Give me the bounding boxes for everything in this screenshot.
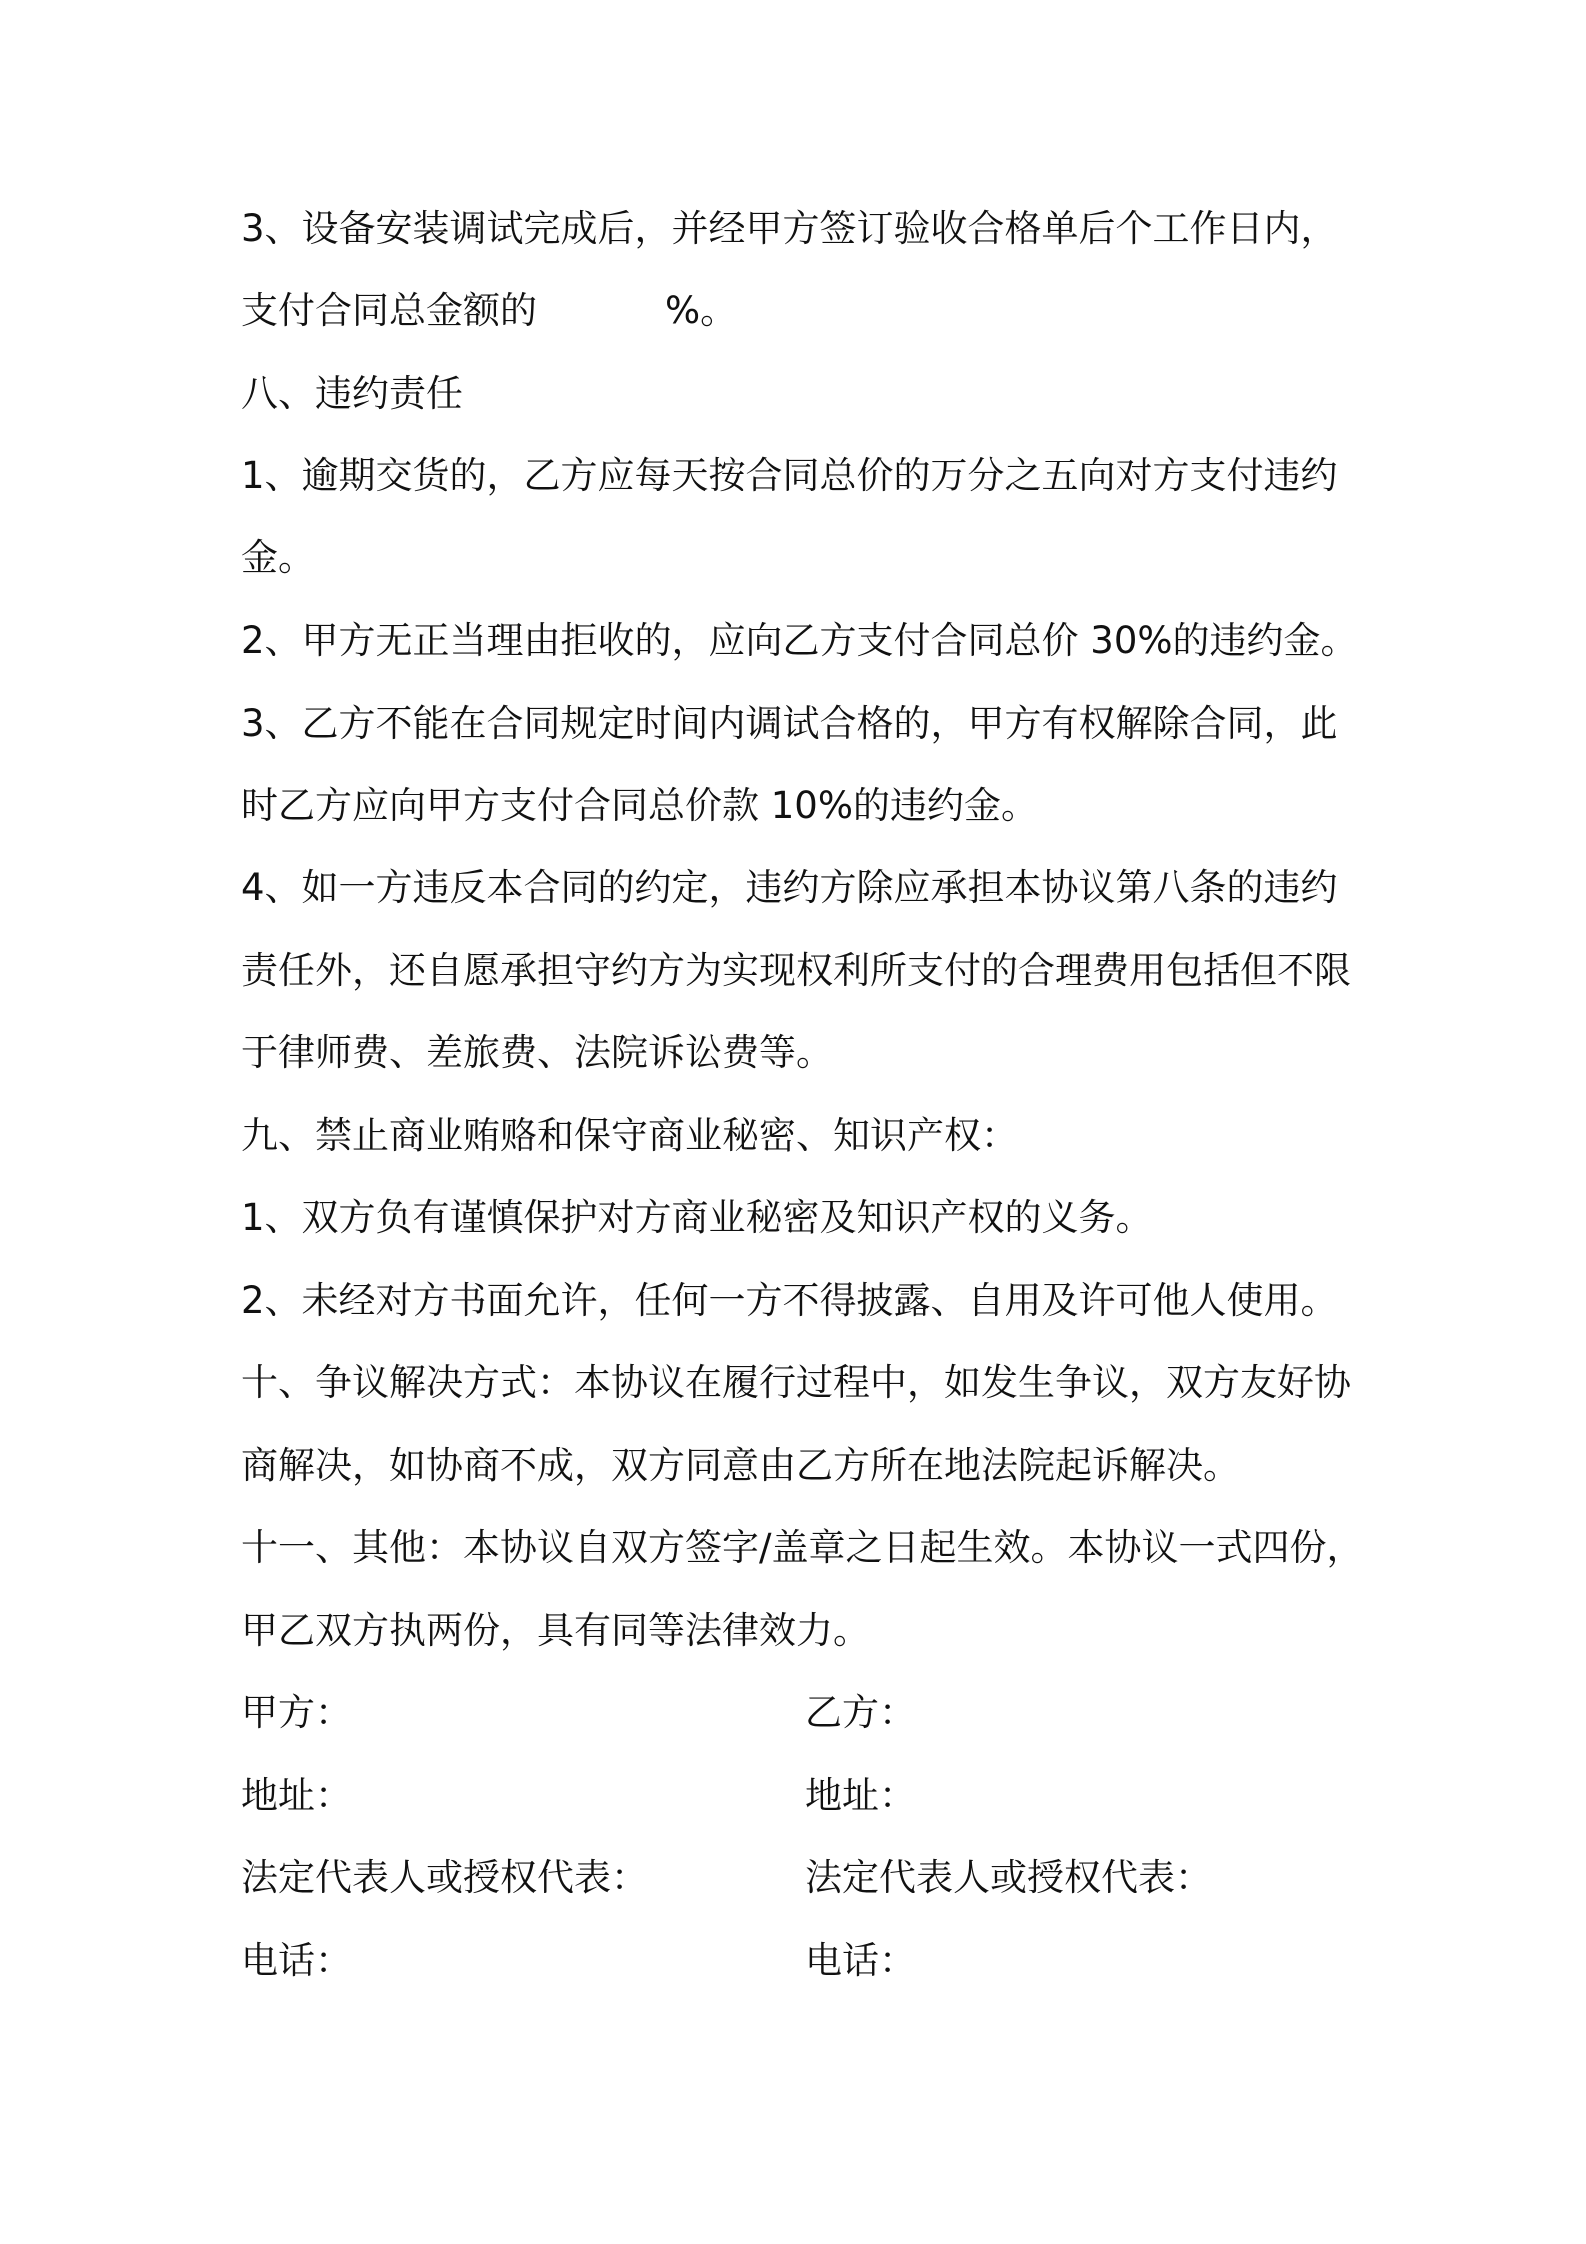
paragraph-line: 责任外，还自愿承担守约方为实现权利所支付的合理费用包括但不限 [241, 949, 1351, 992]
line-text: %。 [665, 289, 738, 332]
paragraph-line: 商解决，如协商不成，双方同意由乙方所在地法院起诉解决。 [241, 1444, 1240, 1487]
paragraph-line: 3、乙方不能在合同规定时间内调试合格的，甲方有权解除合同，此 [241, 702, 1338, 745]
paragraph-line: 1、双方负有谨慎保护对方商业秘密及知识产权的义务。 [241, 1196, 1153, 1239]
section-heading: 八、违约责任 [241, 372, 463, 415]
party-a-address-label: 地址： [241, 1774, 352, 1817]
paragraph-line [241, 287, 1381, 335]
section-heading: 九、禁止商业贿赂和保守商业秘密、知识产权： [241, 1114, 1018, 1157]
paragraph-line: 1、逾期交货的，乙方应每天按合同总价的万分之五向对方支付违约 [241, 454, 1338, 497]
section-heading: 十、争议解决方式：本协议在履行过程中，如发生争议，双方友好协 [241, 1361, 1351, 1404]
party-b-phone-label: 电话： [805, 1939, 916, 1982]
paragraph-line: 3、设备安装调试完成后，并经甲方签订验收合格单后个工作日内， [241, 207, 1338, 250]
paragraph-line: 时乙方应向甲方支付合同总价款 10%的违约金。 [241, 784, 1038, 827]
paragraph-line: 金。 [241, 536, 315, 579]
paragraph-line: 4、如一方违反本合同的约定，违约方除应承担本协议第八条的违约 [241, 866, 1338, 909]
party-b-label: 乙方： [805, 1691, 916, 1734]
party-b-representative-label: 法定代表人或授权代表： [805, 1856, 1212, 1899]
party-b-address-label: 地址： [805, 1774, 916, 1817]
party-a-phone-label: 电话： [241, 1939, 352, 1982]
party-a-representative-label: 法定代表人或授权代表： [241, 1856, 648, 1899]
section-heading: 十一、其他：本协议自双方签字/盖章之日起生效。本协议一式四份， [241, 1526, 1364, 1569]
paragraph-line: 2、未经对方书面允许，任何一方不得披露、自用及许可他人使用。 [241, 1279, 1338, 1322]
paragraph-line: 甲乙双方执两份，具有同等法律效力。 [241, 1609, 870, 1652]
party-a-label: 甲方： [241, 1691, 352, 1734]
paragraph-line: 于律师费、差旅费、法院诉讼费等。 [241, 1031, 833, 1074]
line-text: 支付合同总金额的 [241, 289, 537, 332]
paragraph-line: 2、甲方无正当理由拒收的，应向乙方支付合同总价 30%的违约金。 [241, 619, 1358, 662]
